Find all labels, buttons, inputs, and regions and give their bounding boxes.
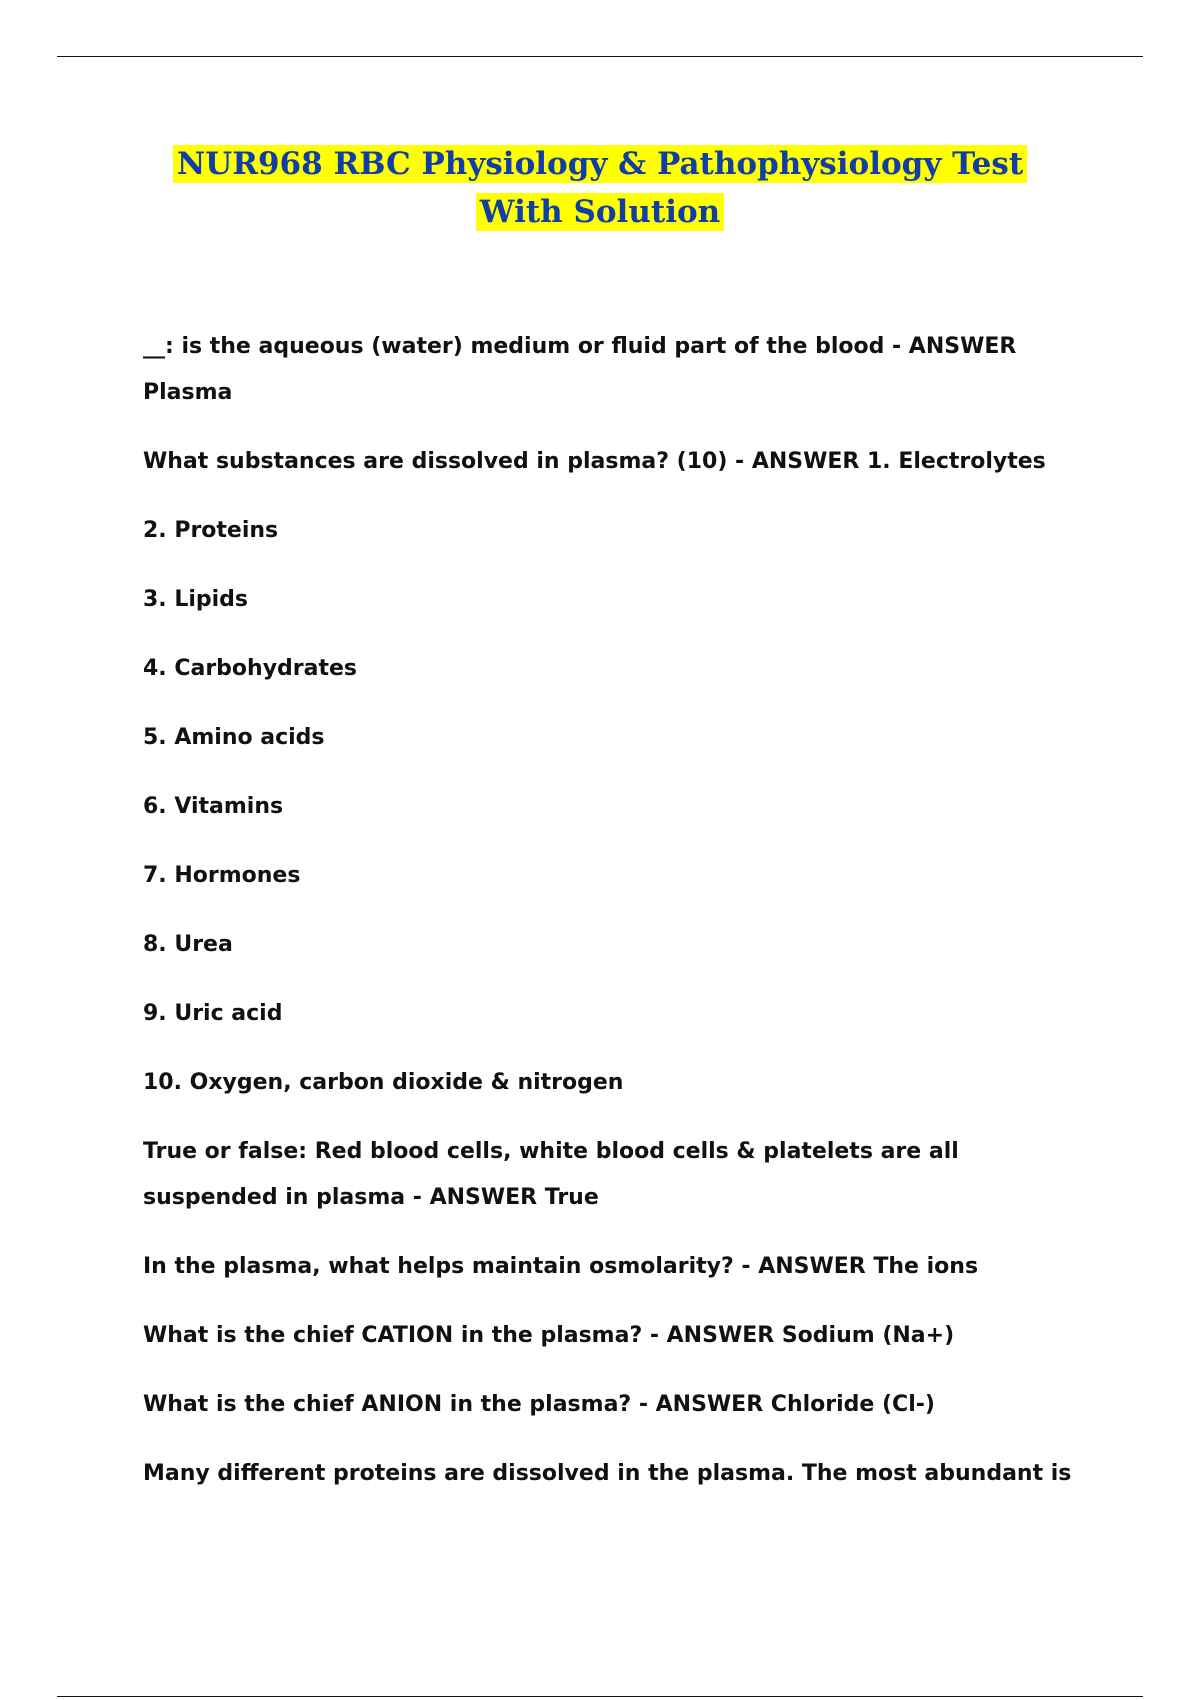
paragraph: 6. Vitamins <box>143 794 284 819</box>
paragraph: True or false: Red blood cells, white blood cells & platelets are all suspended in plasma - ANSWER True <box>143 1139 959 1210</box>
document-title <box>140 140 1060 236</box>
paragraph: What substances are dissolved in plasma? (10) - ANSWER 1. Electrolytes <box>143 449 1046 474</box>
paragraph: 2. Proteins <box>143 518 279 543</box>
paragraph: 7. Hormones <box>143 863 301 888</box>
title-line-2: With Solution <box>476 193 724 231</box>
paragraph: 3. Lipids <box>143 587 249 612</box>
paragraph: 4. Carbohydrates <box>143 656 358 681</box>
document-body <box>143 324 1083 1520</box>
paragraph: What is the chief CATION in the plasma? - ANSWER Sodium (Na+) <box>143 1323 955 1348</box>
paragraph: 9. Uric acid <box>143 1001 283 1026</box>
paragraph: 8. Urea <box>143 932 233 957</box>
paragraph: In the plasma, what helps maintain osmolarity? - ANSWER The ions <box>143 1254 979 1279</box>
footer-rule <box>57 1696 1143 1697</box>
paragraph: 5. Amino acids <box>143 725 325 750</box>
paragraph: Many different proteins are dissolved in the plasma. The most abundant is <box>143 1461 1072 1486</box>
paragraph: 10. Oxygen, carbon dioxide & nitrogen <box>143 1070 624 1095</box>
paragraph: __: is the aqueous (water) medium or fluid part of the blood - ANSWER Plasma <box>143 334 1017 405</box>
title-line-1: NUR968 RBC Physiology & Pathophysiology Test <box>173 145 1027 183</box>
paragraph: What is the chief ANION in the plasma? - ANSWER Chloride (Cl-) <box>143 1392 935 1417</box>
header-rule <box>57 56 1143 57</box>
